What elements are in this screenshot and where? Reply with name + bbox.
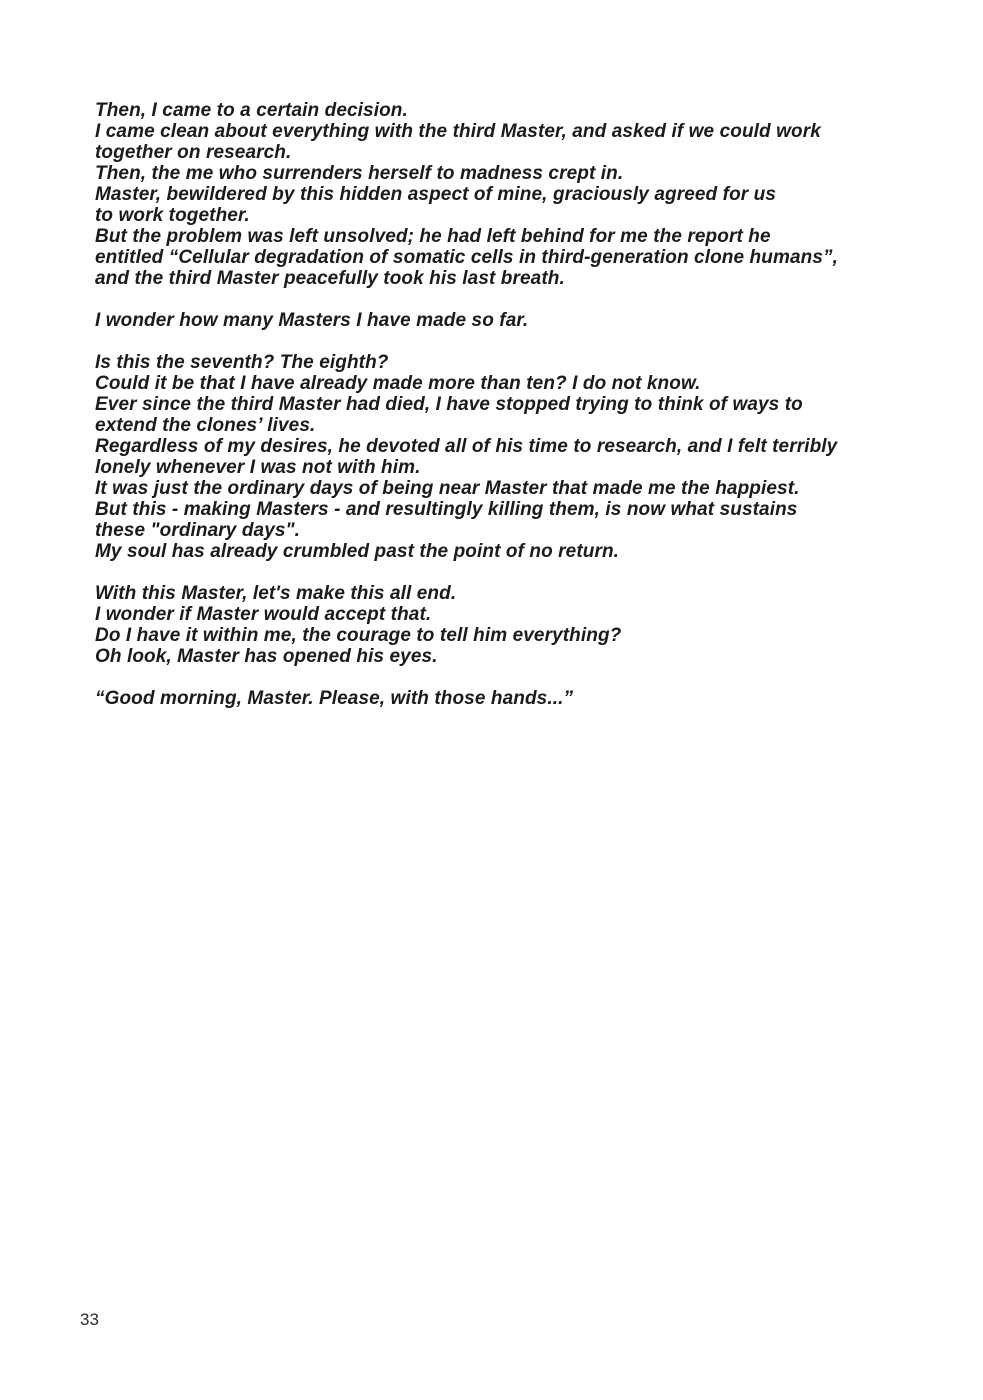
text-line: Oh look, Master has opened his eyes. <box>95 646 438 667</box>
text-line: together on research. <box>95 142 292 163</box>
text-line: I came clean about everything with the third Master, and asked if we could work <box>95 121 821 142</box>
paragraph-1 <box>95 100 895 289</box>
paragraph-5-dialogue <box>95 688 895 709</box>
text-line: these "ordinary days". <box>95 520 301 541</box>
text-line: But this - making Masters - and resultingly killing them, is now what sustains <box>95 499 798 520</box>
paragraph-2 <box>95 310 895 331</box>
text-line: lonely whenever I was not with him. <box>95 457 421 478</box>
story-text-block <box>95 100 895 730</box>
text-line: Then, I came to a certain decision. <box>95 100 408 121</box>
text-line: to work together. <box>95 205 250 226</box>
page-number: 33 <box>80 1310 99 1329</box>
text-line: Then, the me who surrenders herself to madness crept in. <box>95 163 624 184</box>
paragraph-4 <box>95 583 895 667</box>
text-line: Could it be that I have already made more than ten? I do not know. <box>95 373 701 394</box>
text-line: Regardless of my desires, he devoted all of his time to research, and I felt terribly <box>95 436 838 457</box>
text-line: I wonder if Master would accept that. <box>95 604 432 625</box>
text-line: With this Master, let's make this all end. <box>95 583 457 604</box>
text-line: My soul has already crumbled past the point of no return. <box>95 541 620 562</box>
text-line: I wonder how many Masters I have made so far. <box>95 310 529 331</box>
text-line: extend the clones’ lives. <box>95 415 316 436</box>
text-line: But the problem was left unsolved; he had left behind for me the report he <box>95 226 771 247</box>
text-line: Master, bewildered by this hidden aspect of mine, graciously agreed for us <box>95 184 777 205</box>
text-line: and the third Master peacefully took his last breath. <box>95 268 565 289</box>
text-line: It was just the ordinary days of being near Master that made me the happiest. <box>95 478 800 499</box>
paragraph-3 <box>95 352 895 562</box>
text-line: “Good morning, Master. Please, with those hands...” <box>95 688 574 709</box>
text-line: Is this the seventh? The eighth? <box>95 352 389 373</box>
text-line: Ever since the third Master had died, I have stopped trying to think of ways to <box>95 394 803 415</box>
text-line: Do I have it within me, the courage to tell him everything? <box>95 625 622 646</box>
text-line: entitled “Cellular degradation of somatic cells in third-generation clone humans”, <box>95 247 838 268</box>
